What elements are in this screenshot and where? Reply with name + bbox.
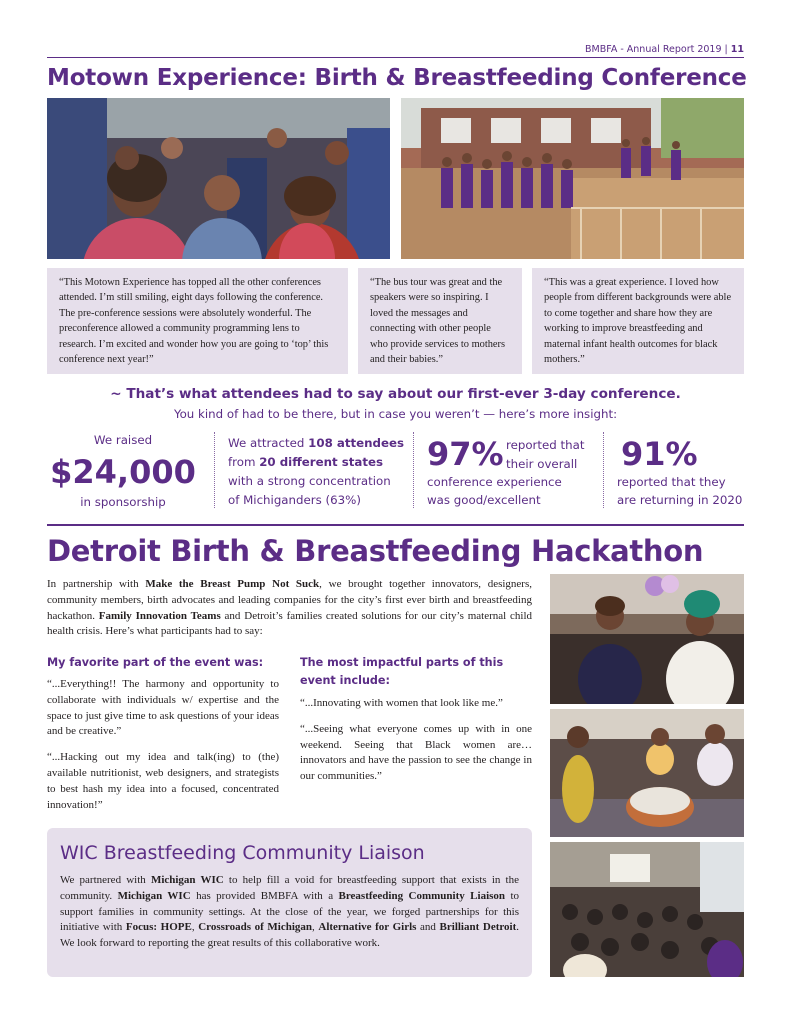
raised-sub: in sponsorship (80, 495, 166, 509)
pct1-side-2: their overall (506, 457, 578, 471)
pct2-line-1: reported that they (617, 475, 726, 489)
attend-count: 108 attendees (308, 436, 404, 450)
group-photo-illustration (401, 98, 744, 259)
bus-tour-photo-illustration (47, 98, 390, 259)
quote-box-1 (47, 268, 348, 374)
intro-bold-1: Make the Breast Pump Not Suck (145, 578, 320, 590)
pct1-line-3: conference experience (427, 475, 562, 489)
favorite-column (47, 654, 279, 813)
conference-title: Motown Experience: Birth & Breastfeeding Conference (47, 65, 747, 91)
pct2-line-2: are returning in 2020 (617, 493, 743, 507)
raised-value: $24,000 (50, 453, 196, 491)
stat-divider-2 (413, 432, 414, 508)
running-head-text: BMBFA - Annual Report 2019 | (585, 44, 731, 55)
hackathon-photo-1 (550, 574, 744, 704)
wic-bold-5: Crossroads of Michigan (198, 921, 312, 934)
stat-raised (47, 432, 199, 510)
running-head (585, 44, 744, 55)
wic-bold-2: Michigan WIC (117, 889, 191, 902)
attend-from: from (228, 455, 260, 469)
wic-text-6: , (312, 921, 319, 934)
tagline: ~ That’s what attendees had to say about our first-ever 3-day conference. (110, 386, 681, 402)
wic-text-8: . We look forward to reporting the great results of this collaborative work. (60, 921, 520, 950)
stat-divider-1 (214, 432, 215, 508)
hackathon-intro (47, 577, 532, 640)
stat-attendees (228, 434, 408, 510)
wic-text-1: We partnered with (60, 874, 151, 886)
attend-states: 20 different states (259, 455, 384, 469)
quote-3-text: “This was a great experience. I loved how people from different backgrounds were able to come together and share how they are working to improve breastfeeding and maternal infant health outcomes for black mothers.” (544, 277, 732, 366)
subtagline: You kind of had to be there, but in case you weren’t — here’s more insight: (173, 407, 618, 421)
header-rule (47, 57, 744, 58)
impactful-column (300, 654, 532, 785)
wic-text-5: , (191, 921, 199, 934)
wic-text-7: and (416, 921, 440, 934)
attend-pre: We attracted (228, 436, 309, 450)
pct1-value: 97% (427, 435, 504, 473)
raised-label: We raised (93, 433, 153, 447)
attend-line-2 (228, 453, 408, 472)
wic-title: WIC Breastfeeding Community Liaison (60, 842, 425, 864)
wic-body (60, 873, 519, 952)
intro-bold-2: Family Innovation Teams (98, 609, 221, 622)
wic-bold-7: Brilliant Detroit (439, 921, 517, 934)
wic-bold-6: Alternative for Girls (318, 921, 417, 934)
favorite-quote-1: “...Everything!! The harmony and opportunity to collaborate with individuals w/ expertise and the space to just give time to ask questions of your ideas and be creative.” (47, 678, 279, 738)
group-photo (401, 98, 744, 259)
hackathon-photo-2 (550, 709, 744, 837)
attend-line-4: of Michiganders (63%) (228, 493, 361, 507)
quote-box-2 (358, 268, 522, 374)
impactful-quote-1: “...Innovating with women that look like me.” (300, 697, 503, 709)
attend-line-3: with a strong concentration (228, 474, 391, 488)
bus-tour-photo (47, 98, 390, 259)
intro-text-2: , we brought together innovators, designers, community members, birth advocates and leading companies for the city’s first ever birth and breastfeeding hackathon. (47, 578, 532, 622)
section-rule (47, 524, 744, 526)
favorite-quote-2: “...Hacking out my idea and talk(ing) to (the) available nutritionist, web designers, and strategists to best hash my idea into a focused, concentrated innovation!” (47, 751, 279, 811)
hackathon-photo-3-illustration (550, 842, 744, 977)
impactful-quote-2: “...Seeing what everyone comes up with in one weekend. Seeing that Black women are… innovators and have the passion to see the change in our communities.” (300, 722, 532, 783)
quote-2-text: “The bus tour was great and the speakers were so inspiring. I loved the messages and connecting with other people who provide services to mothers and their babies.” (370, 277, 506, 366)
wic-text-3: has provided BMBFA with a (190, 889, 339, 902)
quote-box-3 (532, 268, 744, 374)
hackathon-photo-3 (550, 842, 744, 977)
wic-text-4: to support families in community settings. At the close of the year, we forged partnerships for this initiative with (60, 889, 520, 934)
stat-divider-3 (603, 432, 604, 508)
pct1-line-4: was good/excellent (427, 493, 541, 507)
intro-text-3: and Detroit’s families created solutions for our city’s maternal child health crisis. Here’s what participants had to say: (47, 609, 533, 638)
wic-text-2: to help fill a void for breastfeeding support that exists in the community. (60, 874, 519, 902)
attend-line-1 (228, 434, 408, 453)
pct2-value: 91% (621, 435, 698, 473)
favorite-heading: My favorite part of the event was: (47, 656, 264, 669)
wic-box (47, 828, 532, 977)
hackathon-photo-1-illustration (550, 574, 744, 704)
pct1-side-1: reported that (506, 438, 585, 452)
wic-bold-4: Focus: HOPE (125, 921, 192, 934)
intro-text-1: In partnership with (47, 578, 146, 590)
impactful-heading: The most impactful parts of this event include: (300, 656, 504, 687)
page-number: 11 (730, 44, 744, 55)
wic-bold-3: Breastfeeding Community Liaison (338, 889, 506, 902)
wic-bold-1: Michigan WIC (150, 874, 224, 886)
quote-1-text: “This Motown Experience has topped all the other conferences attended. I’m still smiling, eight days following the conference. The pre-conference sessions were absolutely wonderful. The preconference allowed a community programming lens to research. I’m excited and wonder how you are going to ‘top’ this conference next year!” (59, 277, 329, 366)
hackathon-title: Detroit Birth & Breastfeeding Hackathon (47, 534, 704, 568)
hackathon-photo-2-illustration (550, 709, 744, 837)
